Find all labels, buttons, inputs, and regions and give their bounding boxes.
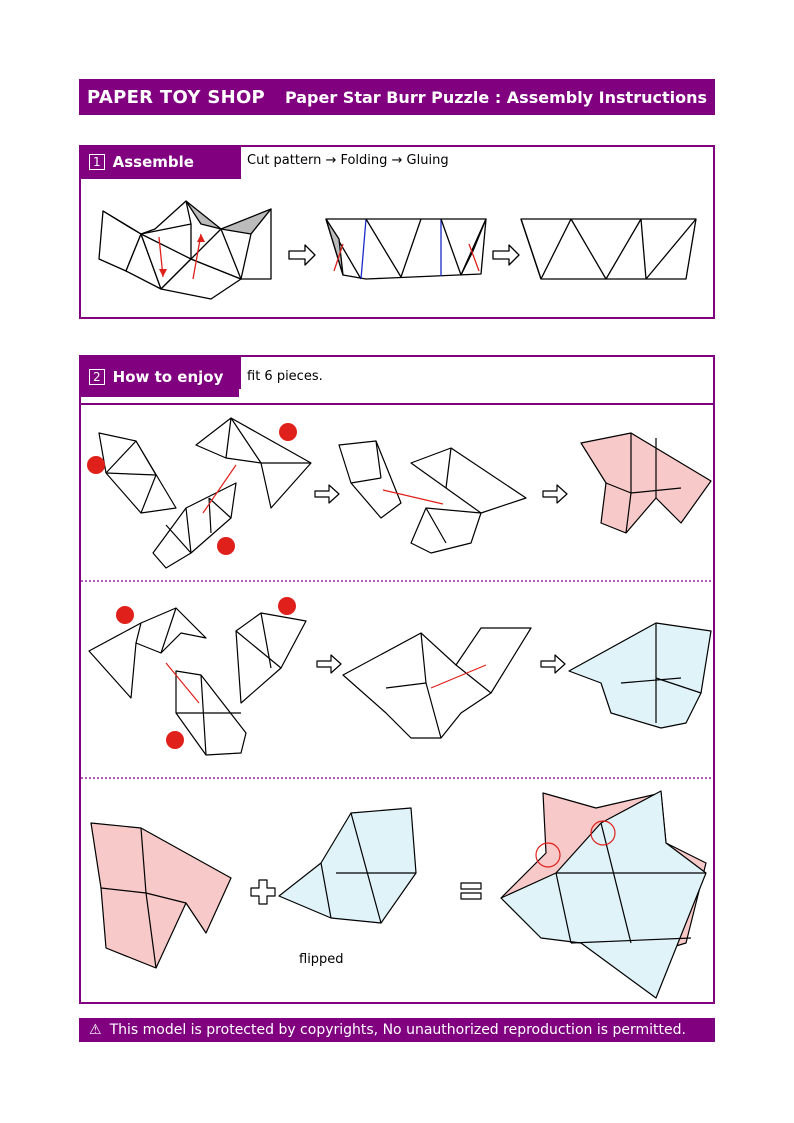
equals-top xyxy=(461,883,481,889)
step-badge-6 xyxy=(278,597,296,615)
section-assemble xyxy=(79,145,715,319)
next-arrow-icon xyxy=(289,245,315,265)
half-blue-flipped xyxy=(279,808,416,923)
document-title: Paper Star Burr Puzzle : Assembly Instructions xyxy=(284,87,707,107)
section-how-to-enjoy xyxy=(79,355,715,1004)
combined-blue-3 xyxy=(569,623,711,728)
section-tab-assemble xyxy=(81,147,239,177)
half-pink xyxy=(91,823,231,968)
complete-star xyxy=(501,791,706,998)
equals-bottom xyxy=(461,893,481,899)
section-title: Assemble xyxy=(112,153,194,171)
enjoy-illustration xyxy=(81,403,713,1003)
section-description: fit 6 pieces. xyxy=(247,369,323,384)
next-arrow-icon xyxy=(543,485,567,503)
flipped-label: flipped xyxy=(299,952,344,967)
pair-4-5-6 xyxy=(343,628,531,738)
plus-icon xyxy=(251,880,275,904)
next-arrow-icon xyxy=(317,655,341,673)
brand-name: PAPER TOY SHOP xyxy=(87,86,266,108)
assemble-illustration xyxy=(81,179,713,319)
section-title: How to enjoy xyxy=(112,368,224,386)
step-badge-4 xyxy=(116,606,134,624)
step-badge-2 xyxy=(217,537,235,555)
pair-1-3 xyxy=(339,441,526,553)
copyright-notice: This model is protected by copyrights, No unauthorized reproduction is permitted. xyxy=(109,1022,686,1038)
next-arrow-icon xyxy=(541,655,565,673)
finished-piece xyxy=(521,219,696,279)
section-description: Cut pattern → Folding → Gluing xyxy=(247,153,449,168)
section-number: 1 xyxy=(89,154,105,170)
piece-5 xyxy=(176,671,246,755)
combined-pink-3 xyxy=(581,433,711,533)
step-badge-3 xyxy=(279,423,297,441)
warning-icon: ⚠ xyxy=(89,1022,102,1038)
section-number: 2 xyxy=(89,369,105,385)
piece-1 xyxy=(99,433,176,513)
next-arrow-icon xyxy=(315,485,339,503)
copyright-footer xyxy=(79,1018,715,1042)
piece-6 xyxy=(236,613,306,703)
header-bar xyxy=(79,79,715,115)
step-badge-1 xyxy=(87,456,105,474)
cup-piece xyxy=(99,201,271,299)
next-arrow-icon xyxy=(493,245,519,265)
step-badge-5 xyxy=(166,731,184,749)
strip-piece xyxy=(326,219,486,279)
section-tab-how-to-enjoy xyxy=(81,357,239,397)
